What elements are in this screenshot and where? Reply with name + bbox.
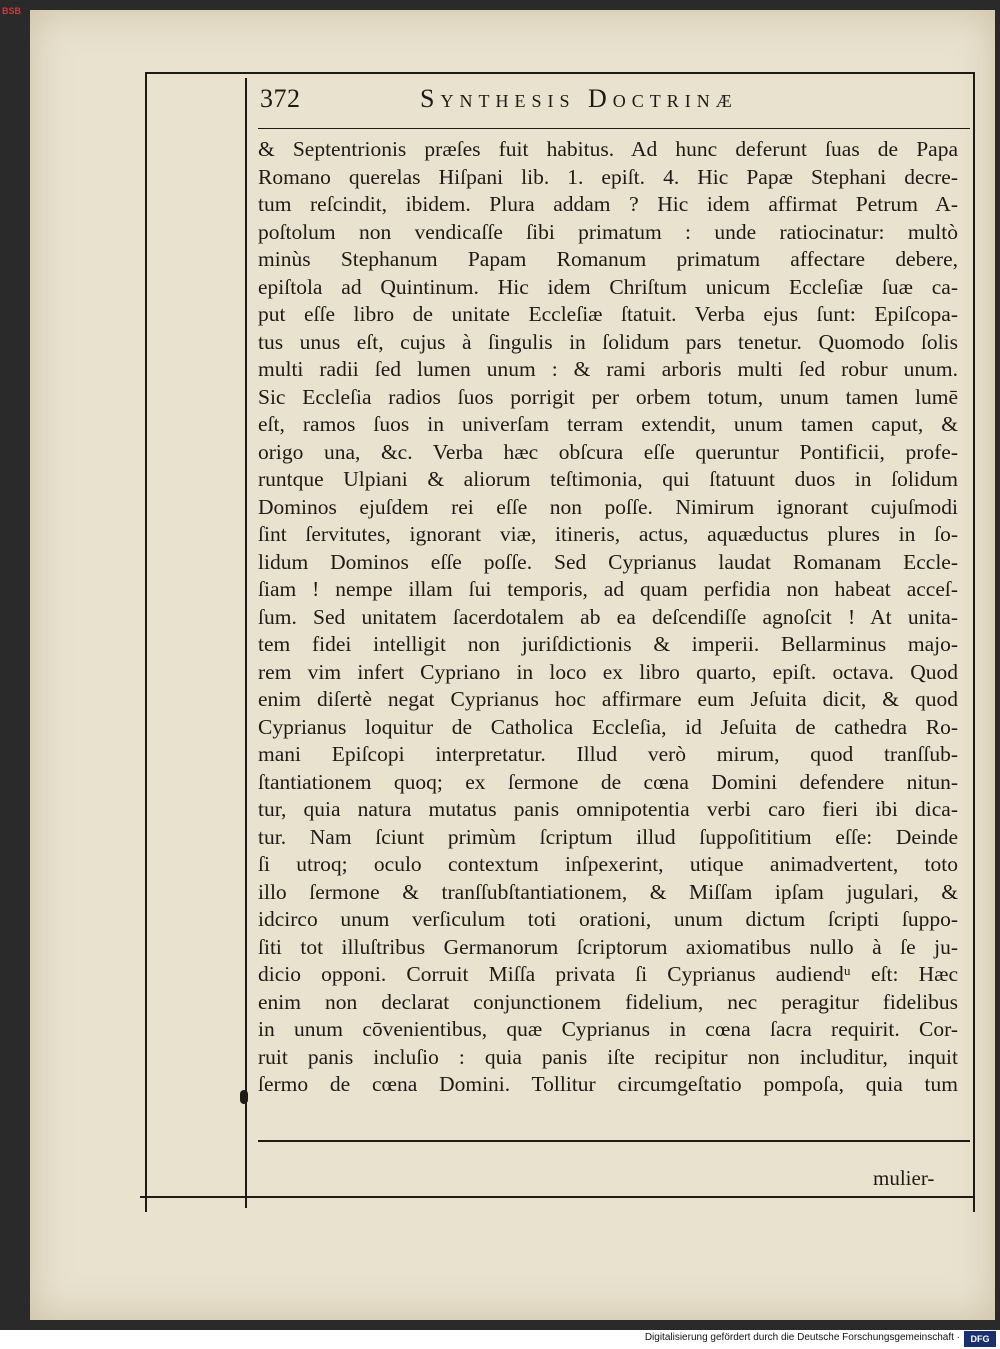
text-line: enim diſertè negat Cyprianus hoc affirmare eum Jeſuita dicit, & quod	[258, 687, 958, 711]
text-line: Sic Eccleſia radios ſuos porrigit per orbem totum, unum tamen lumē	[258, 384, 958, 409]
page-bottom-rule	[140, 1196, 975, 1198]
text-line: origo una, &c. Verba hæc obſcura eſſe queruntur Pontificii, profe-	[258, 439, 958, 464]
text-line: ſint ſervitutes, ignorant viæ, itineris, actus, aquæductus plures in ſo-	[258, 522, 958, 546]
text-line: ſiti tot illuſtribus Germanorum ſcriptorum axiomatibus nullo à ſe ju-	[258, 934, 958, 959]
text-line: put eſſe libro de unitate Eccleſiæ ſtatuit. Verba ejus ſunt: Epiſcopa-	[258, 302, 958, 326]
text-line: tem fidei intelligit non juriſdictionis & imperii. Bellarminus majo-	[258, 632, 958, 656]
text-line: Romano querelas Hiſpani lib. 1. epiſt. 4. Hic Papæ Stephani decre-	[258, 164, 958, 189]
text-line: in unum cōvenientibus, quæ Cyprianus in cœna ſacra requirit. Cor-	[258, 1017, 958, 1041]
running-head: Synthesis Doctrinæ	[420, 84, 738, 113]
text-line: Cyprianus loquitur de Catholica Eccleſia, id Jeſuita de cathedra Ro-	[258, 714, 958, 739]
text-line: runtque Ulpiani & aliorum teſtimonia, qui ſtatuunt duos in ſolidum	[258, 467, 958, 491]
margin-mark	[240, 1090, 248, 1104]
text-line: eſt, ramos ſuos in univerſam terram extendit, unum tamen caput, &	[258, 412, 958, 436]
text-line: epiſtola ad Quintinum. Hic idem Chriſtum unicum Eccleſiæ ſuæ ca-	[258, 274, 958, 299]
catchword: mulier-	[873, 1166, 935, 1190]
text-line: idcirco unum verſiculum toti orationi, unum dictum ſcripti ſuppo-	[258, 907, 958, 931]
page-number: 372	[260, 84, 301, 113]
text-line: poſtolum non vendicaſſe ſibi primatum : unde ratiocinatur: multò	[258, 219, 958, 244]
text-line: ſum. Sed unitatem ſacerdotalem ab ea deſcendiſſe agnoſcit ! At unita-	[258, 604, 958, 629]
dfg-logo: DFG	[964, 1331, 996, 1347]
text-bottom-rule	[258, 1140, 970, 1142]
left-frame-rule	[145, 72, 147, 1212]
text-line: enim non declarat conjunctionem fidelium, nec peragitur fidelibus	[258, 989, 958, 1014]
text-line: & Septentrionis præſes fuit habitus. Ad hunc deferunt ſuas de Papa	[258, 137, 958, 161]
text-line: ſtantiationem quoq; ex ſermone de cœna Domini defendere nitun-	[258, 769, 958, 794]
text-line: tus unus eſt, cujus à ſingulis in ſolidum pars tenetur. Quomodo ſolis	[258, 329, 958, 354]
text-line: dicio opponi. Corruit Miſſa privata ſi Cyprianus audiendᵘ eſt: Hæc	[258, 962, 958, 986]
right-frame-rule	[973, 72, 975, 1212]
footer-bar	[0, 1330, 1000, 1349]
text-line: ruit panis incluſio : quia panis iſte recipitur non includitur, inquit	[258, 1044, 958, 1069]
header-rule	[258, 128, 970, 129]
inner-margin-rule	[245, 78, 247, 1208]
text-line: lidum Dominos eſſe poſſe. Sed Cyprianus laudat Romanam Eccle-	[258, 549, 958, 574]
text-line: ſermo de cœna Domini. Tollitur circumgeſtatio pompoſa, quia tum	[258, 1072, 958, 1096]
text-line: mani Epiſcopi interpretatur. Illud verò mirum, quod tranſſub-	[258, 742, 958, 766]
text-line: rem vim infert Cypriano in loco ex libro quarto, epiſt. octava. Quod	[258, 659, 958, 684]
text-line: tur. Nam ſciunt primùm ſcriptum illud ſuppoſititium eſſe: Deinde	[258, 824, 958, 849]
top-frame-rule	[145, 72, 975, 74]
text-line: multi radii ſed lumen unum : & rami arboris multi ſed robur unum.	[258, 357, 958, 381]
text-line: tum reſcindit, ibidem. Plura addam ? Hic idem affirmat Petrum A-	[258, 192, 958, 216]
text-line: ſiam ! nempe illam ſui temporis, ad quam perfidia non habeat acceſ-	[258, 577, 958, 601]
library-mark: BSB	[2, 6, 22, 16]
text-line: tur, quia natura mutatus panis omnipotentia verbi caro fieri ibi dica-	[258, 797, 958, 821]
text-line: illo ſermone & tranſſubſtantiationem, & Miſſam ipſam jugulari, &	[258, 879, 958, 904]
text-line: Dominos ejuſdem rei eſſe non poſſe. Nimirum ignorant cujuſmodi	[258, 494, 958, 519]
text-line: minùs Stephanum Papam Romanum primatum affectare debere,	[258, 247, 958, 271]
body-text	[258, 136, 958, 1099]
funding-credit: Digitalisierung gefördert durch die Deutsche Forschungsgemeinschaft ·	[644, 1332, 960, 1343]
text-line: ſi utroq; oculo contextum inſpexerint, utique animadvertent, toto	[258, 852, 958, 876]
